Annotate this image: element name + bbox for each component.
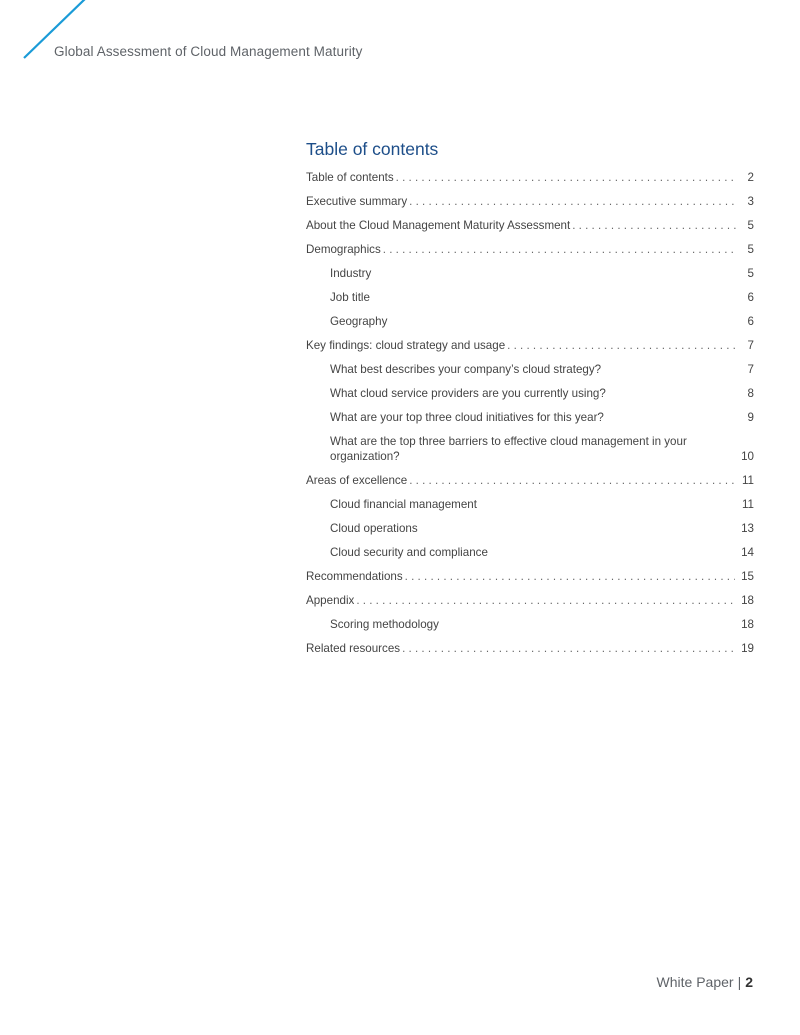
toc-entry-title: What cloud service providers are you currently using?	[330, 387, 606, 400]
toc-entry[interactable]	[306, 194, 754, 209]
toc-dot-leader	[356, 593, 735, 608]
toc-subentry[interactable]	[306, 266, 754, 281]
toc-page-number: 5	[747, 267, 754, 280]
toc-entry-title: Industry	[330, 267, 372, 280]
toc-page-number: 9	[747, 411, 754, 424]
toc-dot-leader	[402, 641, 735, 656]
corner-accent-line	[0, 0, 100, 70]
toc-entry[interactable]	[306, 242, 754, 257]
toc-subentry[interactable]	[306, 545, 754, 560]
toc-entry-title: Related resources	[306, 642, 401, 655]
toc-entry[interactable]	[306, 473, 754, 488]
toc-entry-title: What are your top three cloud initiatives for this year?	[330, 411, 604, 424]
toc-entry-title: What best describes your company’s cloud strategy?	[330, 363, 602, 376]
toc-entry-title: Geography	[330, 315, 388, 328]
toc-page-number: 6	[747, 291, 754, 304]
toc-subentry[interactable]	[306, 290, 754, 305]
toc-page-number: 15	[741, 570, 754, 583]
toc-dot-leader	[383, 242, 736, 257]
toc-page-number: 6	[747, 315, 754, 328]
toc-page-number: 2	[747, 171, 754, 184]
toc-entry-title: Key findings: cloud strategy and usage	[306, 339, 506, 352]
toc-entry-title: About the Cloud Management Maturity Assessment	[306, 219, 571, 232]
toc-page-number: 3	[747, 195, 754, 208]
toc-page-number: 5	[747, 219, 754, 232]
toc-entry-title: Executive summary	[306, 195, 408, 208]
toc-entry-title: Cloud financial management	[330, 498, 477, 511]
toc-page-number: 19	[741, 642, 754, 655]
document-title: Global Assessment of Cloud Management Maturity	[54, 44, 363, 59]
toc-page-number: 18	[741, 618, 754, 631]
toc-subentry[interactable]	[306, 497, 754, 512]
toc-subentry[interactable]	[306, 617, 754, 632]
toc-entry-title: What are the top three barriers to effective cloud management in your organization?	[330, 435, 687, 463]
toc-subentry[interactable]	[306, 386, 754, 401]
toc-entry-title: Job title	[330, 291, 370, 304]
toc-entry[interactable]	[306, 593, 754, 608]
toc-entry-title: Appendix	[306, 594, 355, 607]
toc-dot-leader	[396, 170, 736, 185]
toc-entry[interactable]	[306, 569, 754, 584]
toc-page-number: 7	[747, 339, 754, 352]
toc-entry-title: Demographics	[306, 243, 381, 256]
toc-entry-title: Table of contents	[306, 171, 394, 184]
toc-dot-leader	[507, 338, 736, 353]
toc-subentry[interactable]	[306, 362, 754, 377]
toc-heading: Table of contents	[306, 139, 439, 159]
toc-entry[interactable]	[306, 170, 754, 185]
toc-page-number: 11	[741, 498, 754, 511]
toc-subentry[interactable]	[306, 434, 754, 464]
toc-list	[306, 170, 754, 656]
toc-subentry[interactable]	[306, 410, 754, 425]
toc-entry[interactable]	[306, 338, 754, 353]
page-footer	[657, 974, 753, 990]
toc-entry-title: Cloud security and compliance	[330, 546, 488, 559]
page-number: 2	[745, 974, 753, 990]
toc-page-number: 11	[741, 474, 754, 487]
toc-page-number: 10	[741, 450, 754, 463]
toc-entry-title: Recommendations	[306, 570, 403, 583]
toc-dot-leader	[409, 194, 736, 209]
toc-dot-leader	[572, 218, 736, 233]
footer-separator: |	[737, 974, 742, 990]
toc-entry[interactable]	[306, 218, 754, 233]
toc-subentry[interactable]	[306, 521, 754, 536]
toc-dot-leader	[409, 473, 736, 488]
toc-entry-title: Cloud operations	[330, 522, 418, 535]
toc-entry-title: Scoring methodology	[330, 618, 439, 631]
toc-entry[interactable]	[306, 641, 754, 656]
toc-page-number: 7	[747, 363, 754, 376]
table-of-contents	[306, 138, 754, 665]
toc-page-number: 5	[747, 243, 754, 256]
toc-page-number: 13	[741, 522, 754, 535]
toc-subentry[interactable]	[306, 314, 754, 329]
toc-page-number: 18	[741, 594, 754, 607]
toc-entry-title: Areas of excellence	[306, 474, 408, 487]
toc-dot-leader	[405, 569, 735, 584]
toc-page-number: 14	[741, 546, 754, 559]
toc-page-number: 8	[747, 387, 754, 400]
footer-label: White Paper	[656, 974, 734, 990]
